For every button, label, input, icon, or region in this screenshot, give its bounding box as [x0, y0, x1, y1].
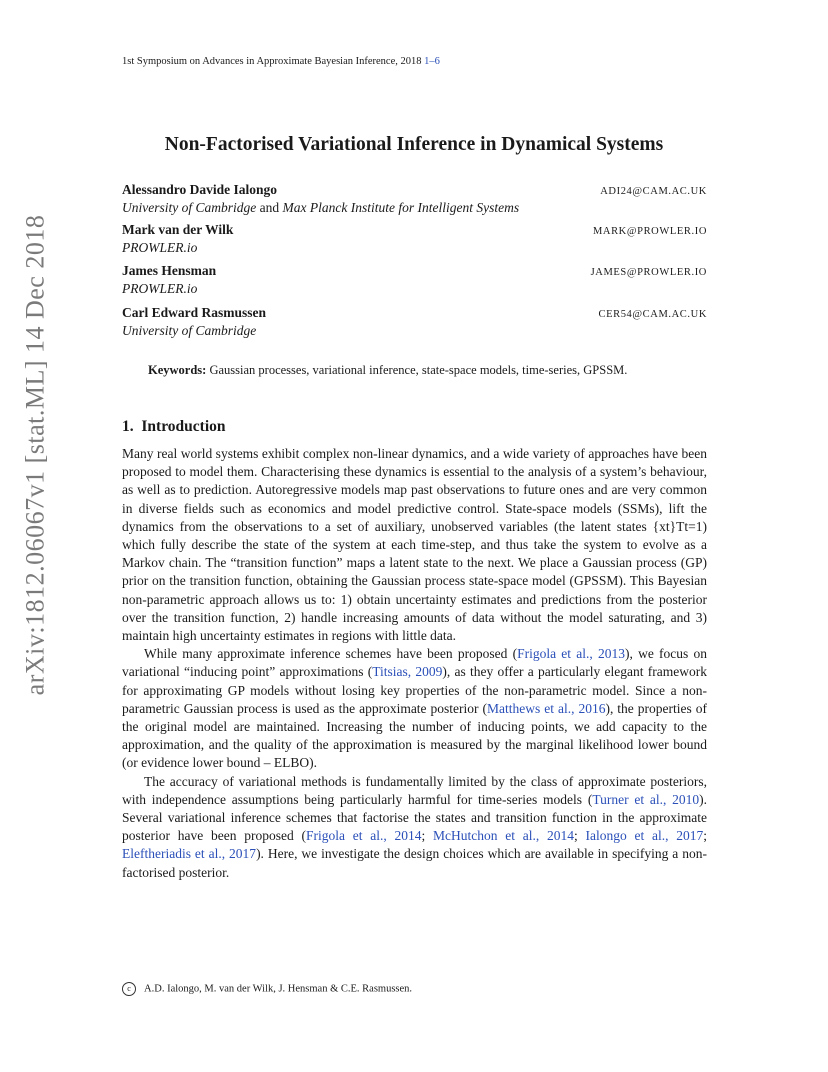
- footer-text: A.D. Ialongo, M. van der Wilk, J. Hensman & C.E. Rasmussen.: [144, 983, 413, 995]
- arxiv-stamp: [12, 214, 58, 696]
- author-block-2: [122, 222, 707, 256]
- arxiv-stamp-text: arXiv:1812.06067v1 [stat.ML] 14 Dec 2018: [20, 214, 50, 696]
- text-run: ) which fully describe the state of the system at each time-step, and thus take the system to evolve as a Markov chain. The “transition function” maps a latent state to the next. We place a Gaussian process (GP) prior on the transition function, obtaining the Gaussian process state-space model (GPSSM). This Bayesian non-parametric approach allows us to: 1) obtain uncertainty estimates and predictions from the posterior over the transition function, 2) handle increasing amounts of data without the model saturating, and 3) maintain high uncertainty estimates in regions with little data.: [122, 518, 707, 644]
- copyright-icon: c: [122, 982, 136, 996]
- separator: ;: [573, 828, 586, 844]
- separator: ;: [703, 828, 707, 844]
- author-name: Alessandro Davide Ialongo: [122, 182, 278, 197]
- author-affiliation: PROWLER.io: [122, 281, 198, 296]
- text-run: ). Several variational inference schemes that factorise the states and transition function in the approximate posterior have been proposed (: [122, 791, 707, 844]
- author-name: Carl Edward Rasmussen: [122, 305, 267, 320]
- latent-states-math: {xt}Tt=1: [652, 518, 703, 534]
- text-run: ), we focus on variational “inducing point” approximations (: [122, 646, 707, 680]
- citation-link[interactable]: Turner et al., 2010: [592, 791, 700, 807]
- venue-text: 1st Symposium on Advances in Approximate Bayesian Inference, 2018: [122, 56, 422, 67]
- author-affiliation: [122, 200, 707, 216]
- author-block-3: [122, 263, 707, 297]
- section-heading: [122, 418, 226, 436]
- text-run: While many approximate inference schemes have been proposed (: [144, 646, 518, 662]
- section-number: 1.: [122, 418, 134, 435]
- author-affiliation: PROWLER.io: [122, 240, 198, 255]
- paragraph-2: [122, 645, 707, 772]
- citation-link[interactable]: Matthews et al., 2016: [487, 700, 606, 716]
- citation-link[interactable]: Titsias, 2009: [372, 664, 443, 680]
- copyright-footer: [122, 982, 412, 996]
- text-run: ), as they offer a particularly elegant framework for approximating GP models without losing key properties of the non-parametric model. Since a non-parametric Gaussian process is used as the approximate posterior (: [122, 664, 707, 716]
- author-name: James Hensman: [122, 263, 217, 278]
- author-email: CER54@CAM.AC.UK: [598, 309, 707, 320]
- text-run: Many real world systems exhibit complex non-linear dynamics, and a wide variety of approaches have been proposed to model them. Characterising these dynamics is essential to the analysis of a system’s behaviour, as well as to prediction. Autoregressive models map past observations to future ones and are very common in diverse fields such as economics and model predictive control. State-space models (SSMs), lift the dynamics from the observations to a set of auxiliary, unobserved variables (the latent states: [122, 446, 707, 534]
- author-block-4: [122, 305, 707, 339]
- text-run: The accuracy of variational methods is fundamentally limited by the class of approximate posteriors, with independence assumptions being particularly harmful for time-series models (: [122, 773, 707, 807]
- author-affiliation: University of Cambridge: [122, 323, 257, 338]
- separator: ;: [421, 828, 433, 844]
- paragraph-1: [122, 445, 707, 645]
- citation-link[interactable]: McHutchon et al., 2014: [432, 828, 574, 844]
- author-email: MARK@PROWLER.IO: [592, 226, 707, 237]
- paper-title: Non-Factorised Variational Inference in Dynamical Systems: [164, 134, 664, 155]
- author-block-1: [122, 182, 707, 216]
- keywords-text: Gaussian processes, variational inference, state-space models, time-series, GPSSM.: [209, 363, 628, 377]
- keywords: [148, 362, 682, 379]
- affiliation-2: Max Planck Institute for Intelligent Systems: [282, 200, 520, 215]
- text-run: ), the properties of the original model are maintained. Increasing the number of inducing points, we add capacity to the approximation, and the quality of the approximation is measured by the marginal likelihood lower bound (or evidence lower bound – ELBO).: [122, 700, 707, 771]
- author-name: Mark van der Wilk: [122, 222, 234, 237]
- text-run: ). Here, we investigate the design choices which are available in specifying a non-factorised posterior.: [122, 846, 707, 880]
- citation-link[interactable]: Frigola et al., 2013: [517, 646, 625, 662]
- citation-link[interactable]: Frigola et al., 2014: [305, 828, 422, 844]
- affiliation-1: University of Cambridge: [122, 200, 257, 215]
- section-title: Introduction: [141, 418, 226, 435]
- citation-link[interactable]: Eleftheriadis et al., 2017: [122, 846, 257, 862]
- author-email: ADI24@CAM.AC.UK: [600, 186, 707, 197]
- keywords-label: Keywords:: [148, 363, 207, 377]
- affiliation-and: and: [259, 200, 280, 215]
- pages-link[interactable]: 1–6: [424, 56, 440, 67]
- running-header: [122, 56, 440, 67]
- body-text: [122, 445, 707, 882]
- citation-link[interactable]: Ialongo et al., 2017: [585, 828, 704, 844]
- paragraph-3: [122, 773, 707, 882]
- author-email: JAMES@PROWLER.IO: [590, 267, 707, 278]
